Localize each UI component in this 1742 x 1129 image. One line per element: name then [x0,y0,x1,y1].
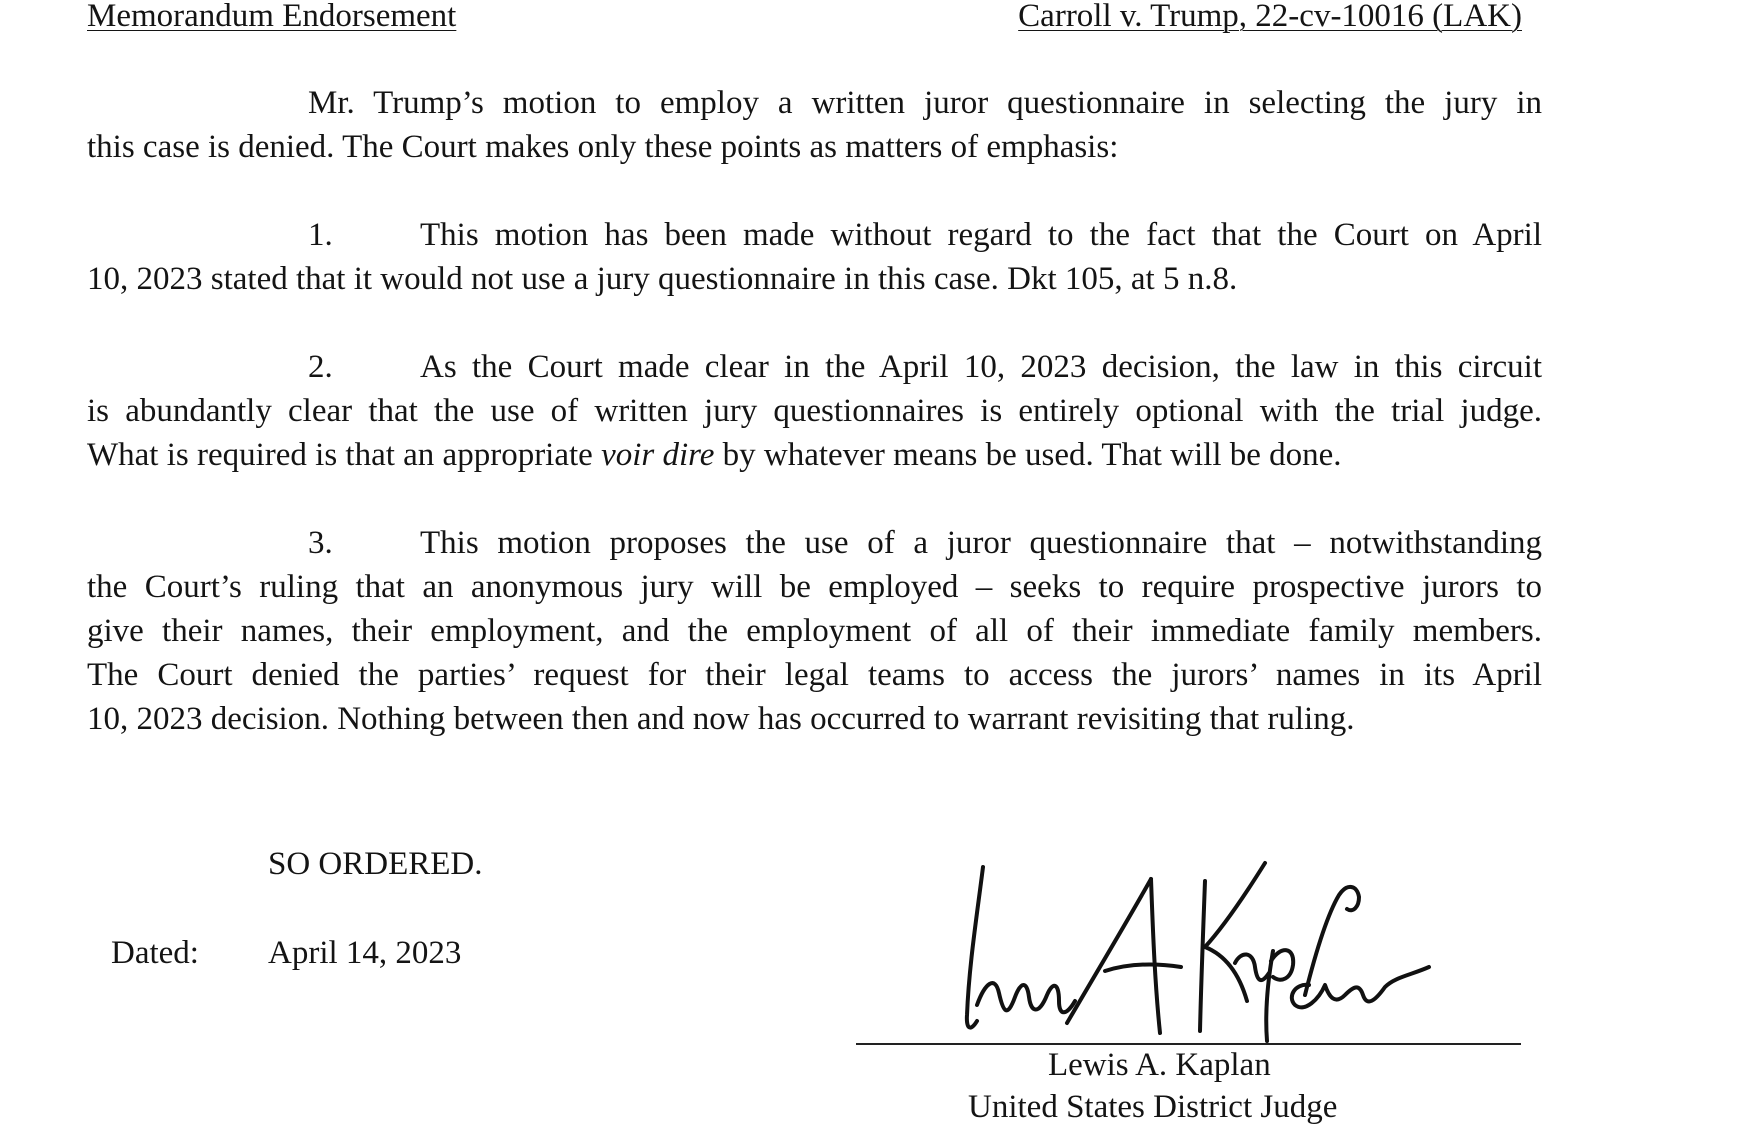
point-number: 3. [308,525,333,561]
point-3-paragraph [87,521,1542,741]
point-number: 2. [308,349,333,385]
intro-paragraph [87,81,1542,169]
intro-line-2: this case is denied. The Court makes only these points as matters of emphasis: [87,129,1119,165]
judge-title: United States District Judge [968,1089,1338,1125]
judge-signature [955,855,1435,1045]
point-1-line-2: 10, 2023 stated that it would not use a jury questionnaire in this case. Dkt 105, at 5 n.8. [87,261,1238,297]
header-title: Memorandum Endorsement [87,0,457,34]
voir-dire-term: voir dire [601,437,715,473]
judge-name: Lewis A. Kaplan [1048,1047,1271,1083]
case-caption: Carroll v. Trump, 22-cv-10016 (LAK) [1018,0,1522,34]
point-3-line-3: give their names, their employment, and the employment of all of their immediate family members. [87,613,1542,649]
point-2-line-2: is abundantly clear that the use of written jury questionnaires is entirely optional with the trial judge. [87,393,1542,429]
point-3-line-5: 10, 2023 decision. Nothing between then and now has occurred to warrant revisiting that ruling. [87,701,1355,737]
point-3-line-1: This motion proposes the use of a juror questionnaire that – notwithstanding [420,525,1542,561]
point-2-line-3-start: What is required is that an appropriate [87,437,602,473]
so-ordered: SO ORDERED. [268,846,483,882]
intro-line-1: Mr. Trump’s motion to employ a written juror questionnaire in selecting the jury in [308,85,1542,121]
point-3-line-4: The Court denied the parties’ request for their legal teams to access the jurors’ names in its April [87,657,1542,693]
point-2-paragraph [87,345,1542,477]
dated-label: Dated: [111,935,199,971]
dated-value: April 14, 2023 [268,935,462,971]
point-2-line-3-end: by whatever means be used. That will be done. [714,437,1342,473]
point-3-line-2: the Court’s ruling that an anonymous jury will be employed – seeks to require prospective jurors to [87,569,1542,605]
point-1-line-1: This motion has been made without regard to the fact that the Court on April [420,217,1542,253]
point-1-paragraph [87,213,1542,301]
point-number: 1. [308,217,333,253]
point-2-line-1: As the Court made clear in the April 10, 2023 decision, the law in this circuit [420,349,1542,385]
point-2-line-3 [87,433,1542,477]
